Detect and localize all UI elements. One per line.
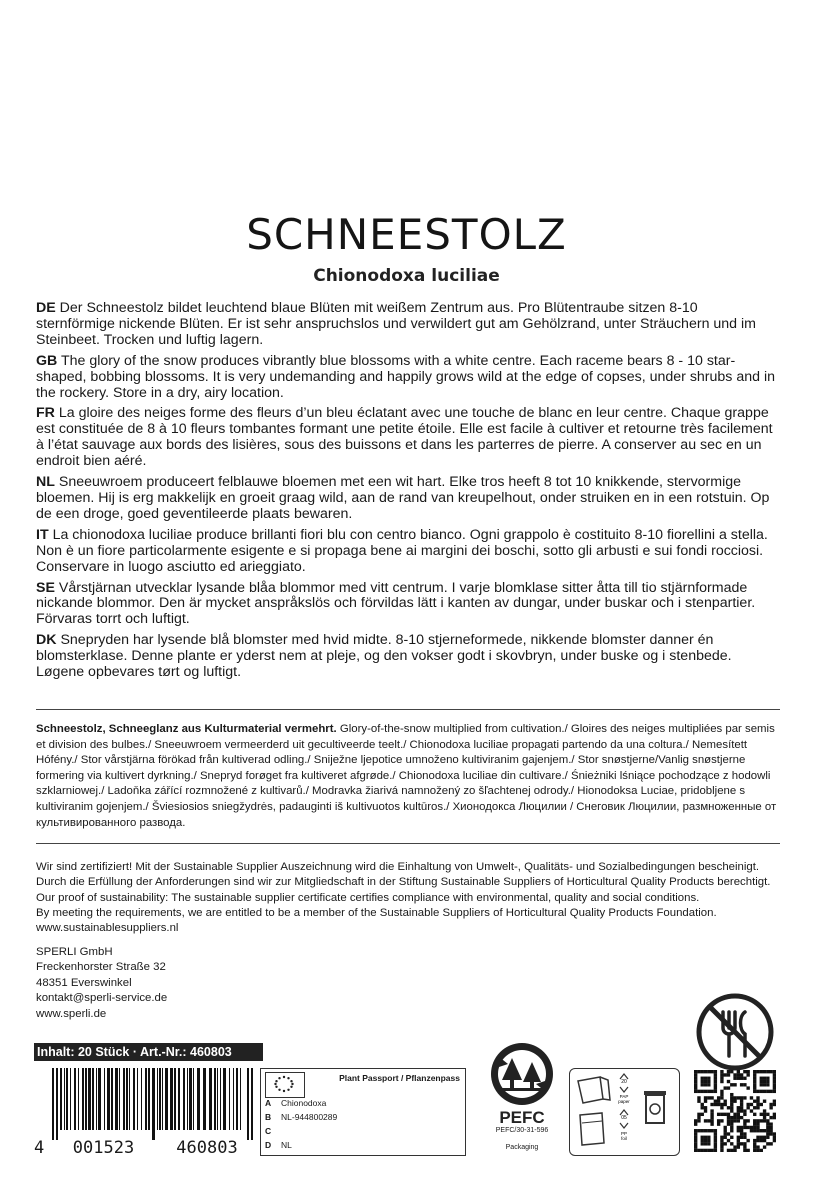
- passport-row-c: C: [265, 1126, 272, 1136]
- svg-text:foil: foil: [621, 1136, 627, 1141]
- note-text: Glory-of-the-snow multiplied from cultivation./ Gloires des neiges multipliées par semis et division des bulbes./ Sneeuwroem vermeerderd uit gecultiveerde teelt./ Chionodoxa luciliae propagati partendo da una coltura./ Nemesített Hófény./ Stor vårstjärna förökad från kultiverad odling./ Sniježne ljepotice umnoženo kultiviranim gajenjem./ Stor snøstjerne/Vanlig snøstjerne formering via kultivert dyrkning./ Snepryd forøget fra kultiveret afgrøde./ Chionodoxa luciliae din cultivare./ Śnieżniki lśniące pochodzące z hodowli szklarniowej./ Ladoňka zářící rozmnožené z kultivarů./ Modravka žiarivá namnožený zo šľachtenej odrody./ Hionodoksa Luciae, pridobljene s kultiviranim gojenjem./ Šviesiosios sniegžydrės, padauginti iš kultivuotos kultūros./ Хионодокса Люцилии / Снеговик Люцилии, размноженные от культивированного развода.: [36, 723, 777, 829]
- multilingual-propagation-note: [36, 722, 780, 831]
- description-nl: NL Sneeuwroem produceert felblauwe bloemen met een wit hart. Elke tros heeft 8 tot 10 knikkende, stervormige bloemen. Hij is erg makkelijk en groeit graag wild, aan de rand van kreupelhout, onder struiken en in een rotstuin. Op de een droge, goed geventileerde plaats bewaren.: [36, 474, 770, 522]
- cert-website-link[interactable]: www.sustainablesuppliers.nl: [36, 922, 179, 935]
- description-dk: DK Snepryden har lysende blå blomster med hvid midte. 8-10 stjerneformede, nikkende blomster danner én blomsterklase. Denne plante er yderst nem at pleje, og den vokser godt i skovbryn, under buske og i stenbede. Løgene opbevares tørt og luftigt.: [36, 632, 732, 681]
- description-fr: FR La gloire des neiges forme des fleurs d’un bleu éclatant avec une touche de blanc en leur centre. Chaque grappe est constituée de 8 à 10 fleurs tombantes formant une petite étoile. Elle est facile à cultiver et retourne très facilement à l’état sauvage aux bords des lisières, sous des buissons et dans les parterres de pierre. A conserver au sec en un endroit bien aéré.: [36, 405, 773, 470]
- passport-row-a: A Chionodoxa: [265, 1098, 327, 1108]
- cert-line: Wir sind zertifiziert! Mit der Sustainable Supplier Auszeichnung wird die Einhaltung von Umwelt-, Qualitäts- und Sozialbedingungen bescheinigt.: [36, 861, 760, 873]
- cert-line: Our proof of sustainability: The sustainable supplier certificate certifies compliance with environmental, quality and social conditions.: [36, 891, 700, 904]
- lang-code: SE: [36, 579, 55, 596]
- qr-code[interactable]: [694, 1070, 776, 1152]
- company-name: SPERLI GmbH: [36, 946, 113, 958]
- eu-flag-icon: [265, 1072, 305, 1098]
- note-lead: Schneestolz, Schneeglanz aus Kulturmaterial vermehrt.: [36, 723, 337, 735]
- description-se: SE Vårstjärnan utvecklar lysande blåa blommor med vitt centrum. I varje blomklase sitter åtta till tio stjärnformade nickande blommor. Den är mycket anspråkslös och förvildas lätt i kanten av dungar, under buskar och i stenpartier. Förvaras torrt och luftigt.: [36, 579, 756, 628]
- pefc-label: PEFC: [499, 1108, 545, 1126]
- passport-row-d: D NL: [265, 1140, 292, 1150]
- website-link[interactable]: www.sperli.de: [36, 1007, 107, 1020]
- lang-code: IT: [36, 526, 49, 543]
- certification-block: [36, 860, 786, 936]
- content-and-article-number: Inhalt: 20 Stück · Art.-Nr.: 460803: [34, 1043, 263, 1061]
- company-address: [36, 945, 167, 1022]
- lang-code: FR: [36, 405, 55, 422]
- recycle-paper-icon: [618, 1074, 630, 1104]
- pefc-code: PEFC/30-31-596: [495, 1127, 549, 1134]
- lang-code: GB: [36, 352, 58, 369]
- barcode-digits: 4 001523 460803: [34, 1138, 238, 1158]
- passport-row-b: B NL-944800289: [265, 1112, 338, 1122]
- seed-bag-icon: [580, 1113, 604, 1145]
- cert-line: Durch die Erfüllung der Anforderungen sind wir zur Mitgliedschaft in der Stiftung Sustainable Suppliers of Horticultural Quality Products berechtigt.: [36, 876, 771, 889]
- recycle-foil-icon: [620, 1110, 628, 1141]
- description-de: DE Der Schneestolz bildet leuchtend blaue Blüten mit weißem Zentrum aus. Pro Blütentraube sitzen 8-10 sternförmige nickende Blüten. Er ist sehr anspruchslos und verwildert gut am Gehölzrand, unter Sträuchern und im Steinbeet. Trocken und luftig lagern.: [36, 300, 756, 348]
- description-it: IT La chionodoxa luciliae produce brillanti fiori blu con centro bianco. Ogni grappolo è costituito 8-10 fiorellini a stella. Non è un fiore particolarmente esigente e si propaga bene ai margini dei boschi, sotto gli arbusti e sui fondi rocciosi. Conservare in luogo asciutto ed arieggiato.: [36, 526, 768, 575]
- cert-line: By meeting the requirements, we are entitled to be a member of the Sustainable Suppliers of Horticultural Quality Products Foundation.: [36, 906, 717, 919]
- recycling-info: [569, 1068, 680, 1156]
- pefc-logo: [482, 1036, 562, 1156]
- lang-code: DK: [36, 632, 57, 649]
- svg-text:PAP: PAP: [619, 1094, 629, 1099]
- botanical-name: Chionodoxa luciliae: [313, 266, 500, 286]
- divider: [36, 709, 780, 710]
- svg-text:paper: paper: [618, 1099, 630, 1104]
- product-title: SCHNEESTOLZ: [246, 210, 567, 259]
- packaging-label: Packaging: [505, 1144, 539, 1151]
- barcode-bars: [34, 1068, 263, 1140]
- plant-passport: [260, 1068, 466, 1156]
- divider: [36, 843, 780, 844]
- lang-code: NL: [36, 474, 55, 491]
- email-link[interactable]: kontakt@sperli-service.de: [36, 992, 168, 1005]
- ean-barcode: [34, 1068, 263, 1158]
- paper-bag-icon: [578, 1077, 610, 1103]
- svg-text:05: 05: [621, 1115, 627, 1121]
- lang-code: DE: [36, 300, 56, 316]
- description-gb: GB The glory of the snow produces vibrantly blue blossoms with a white centre. Each raceme bears 8 - 10 star-shaped, bobbing blossoms. It is very undemanding and happily grows wild at the edge of copses, under shrubs and in the rockery. Store in a dry, airy location.: [36, 352, 775, 401]
- passport-title: Plant Passport / Pflanzenpass: [339, 1073, 460, 1083]
- description-block: [36, 301, 780, 686]
- recycle-bin-icon: [644, 1091, 666, 1123]
- street: Freckenhorster Straße 32: [36, 961, 166, 974]
- svg-text:20: 20: [621, 1079, 627, 1085]
- city: 48351 Everswinkel: [36, 976, 132, 989]
- svg-text:PP: PP: [620, 1131, 628, 1136]
- not-for-consumption-icon: [693, 990, 777, 1074]
